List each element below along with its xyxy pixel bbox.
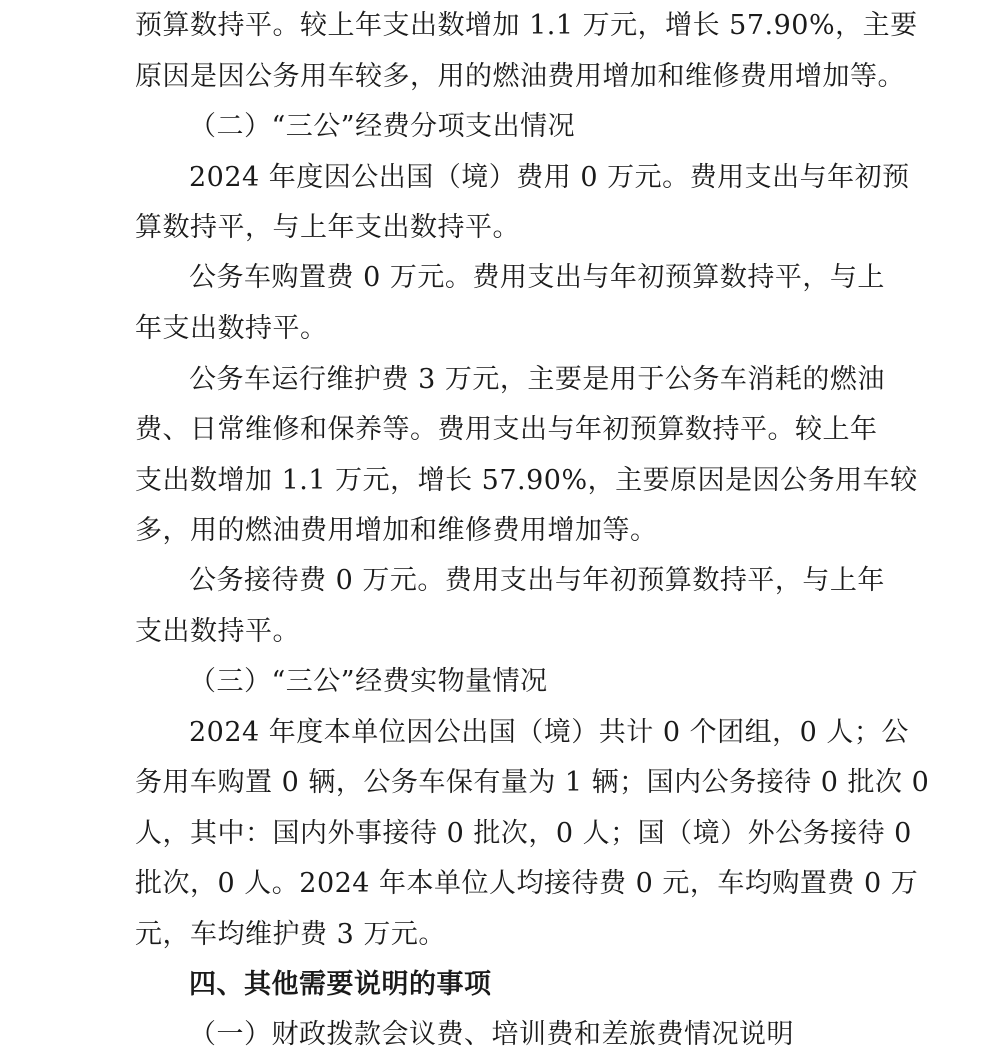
paragraph-line-4: 算数持平，与上年支出数持平。 (135, 212, 520, 243)
paragraph-line-3: 2024 年度因公出国（境）费用 0 万元。费用支出与年初预 (189, 162, 910, 193)
subsection-heading-4-1: （一）财政拨款会议费、培训费和差旅费情况说明 (189, 1019, 794, 1050)
section-heading-2: （二）“三公”经费分项支出情况 (189, 111, 576, 142)
paragraph-line-12: 支出数持平。 (135, 616, 300, 647)
paragraph-line-5: 公务车购置费 0 万元。费用支出与年初预算数持平，与上 (189, 262, 885, 293)
chapter-heading-4: 四、其他需要说明的事项 (189, 969, 492, 1000)
paragraph-line-1: 预算数持平。较上年支出数增加 1.1 万元，增长 57.90%，主要 (135, 10, 918, 41)
paragraph-line-7: 公务车运行维护费 3 万元，主要是用于公务车消耗的燃油 (189, 364, 885, 395)
section-heading-3: （三）“三公”经费实物量情况 (189, 666, 548, 697)
paragraph-line-6: 年支出数持平。 (135, 313, 328, 344)
paragraph-line-14: 务用车购置 0 辆，公务车保有量为 1 辆；国内公务接待 0 批次 0 (135, 767, 930, 798)
paragraph-line-9: 支出数增加 1.1 万元，增长 57.90%，主要原因是因公务用车较 (135, 465, 918, 496)
paragraph-line-11: 公务接待费 0 万元。费用支出与年初预算数持平，与上年 (189, 565, 885, 596)
paragraph-line-17: 元，车均维护费 3 万元。 (135, 919, 446, 950)
paragraph-line-16: 批次，0 人。2024 年本单位人均接待费 0 元，车均购置费 0 万 (135, 868, 919, 899)
paragraph-line-10: 多，用的燃油费用增加和维修费用增加等。 (135, 515, 658, 546)
paragraph-line-15: 人，其中：国内外事接待 0 批次，0 人；国（境）外公务接待 0 (135, 818, 912, 849)
paragraph-line-2: 原因是因公务用车较多，用的燃油费用增加和维修费用增加等。 (135, 61, 905, 92)
paragraph-line-13: 2024 年度本单位因公出国（境）共计 0 个团组，0 人；公 (189, 717, 909, 748)
paragraph-line-8: 费、日常维修和保养等。费用支出与年初预算数持平。较上年 (135, 414, 878, 445)
